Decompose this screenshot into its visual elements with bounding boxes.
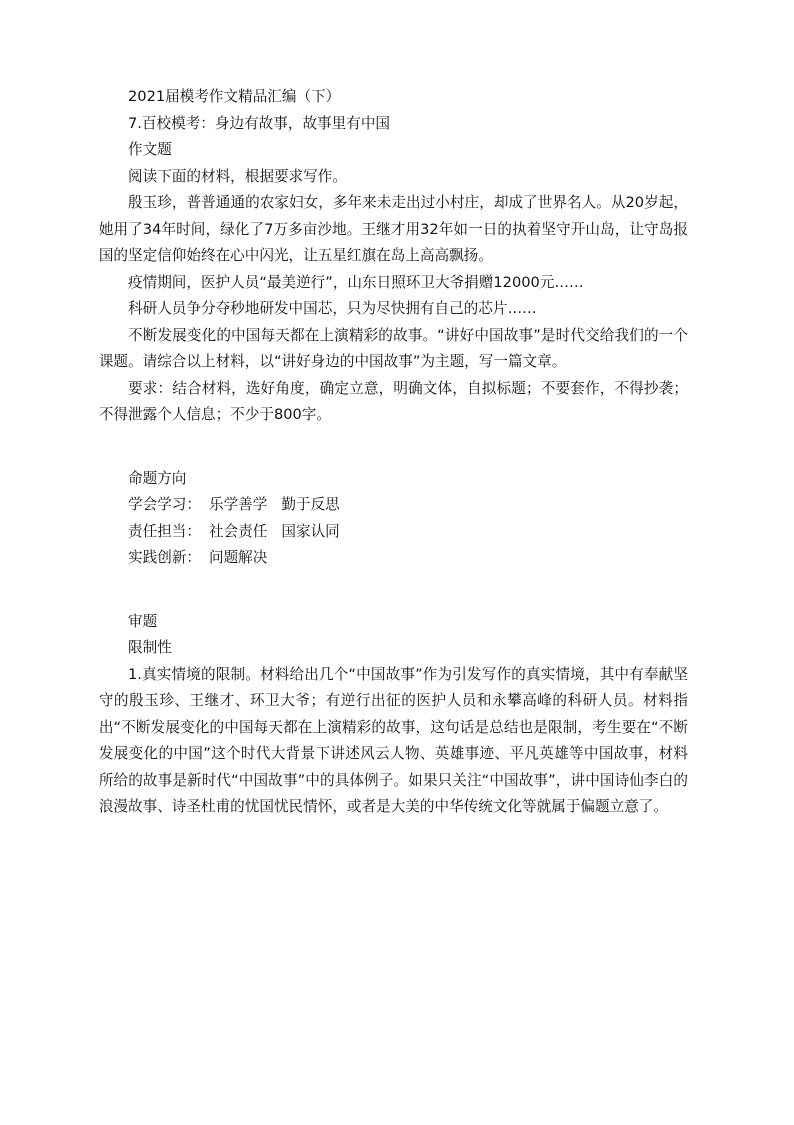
direction-value: 勤于反思 xyxy=(281,496,340,513)
header-title: 2021届模考作文精品汇编（下） xyxy=(128,88,341,105)
direction-row xyxy=(128,545,688,572)
direction-row xyxy=(128,492,688,519)
document-body xyxy=(98,84,688,821)
direction-value: 乐学善学 xyxy=(208,496,268,513)
material-paragraph-1: 殷玉珍，普普通通的农家妇女，多年来未走出过小村庄，却成了世界名人。从20岁起，她用了34年时间，绿化了7万多亩沙地。王继才用32年如一日的执着坚守开山岛，让守岛报国的坚定信仰始终在心中闪光，让五星红旗在岛上高高飘扬。 xyxy=(98,194,688,264)
analysis-paragraph-1: 1.真实情境的限制。材料给出几个“中国故事”作为引发写作的真实情境，其中有奉献坚守的殷玉珍、王继才、环卫大爷；有逆行出征的医护人员和永攀高峰的科研人员。材料指出“不断发展变化的中国每天都在上演精彩的故事，这句话是总结也是限制，考生要在“不断发展变化的中国”这个时代大背景下讲述风云人物、英雄事迹、平凡英雄等中国故事，材料所给的故事是新时代“中国故事”中的具体例子。如果只关注“中国故事”，讲中国诗仙李白的浪漫故事、诗圣杜甫的忧国忧民情怀，或者是大美的中华传统文化等就属于偏题立意了。 xyxy=(98,665,688,815)
instruction-text: 阅读下面的材料，根据要求写作。 xyxy=(128,167,347,185)
direction-heading: 命题方向 xyxy=(128,469,187,487)
material-paragraph-3: 科研人员争分夺秒地研发中国芯，只为尽快拥有自己的芯片…… xyxy=(128,300,537,317)
section-title: 7.百校模考：身边有故事，故事里有中国 xyxy=(128,114,391,132)
restriction-heading: 限制性 xyxy=(128,639,172,656)
direction-value: 社会责任 xyxy=(208,522,268,540)
direction-label: 学会学习： xyxy=(128,496,201,513)
analysis-heading: 审题 xyxy=(128,612,158,630)
direction-label: 实践创新： xyxy=(128,549,201,566)
spacer xyxy=(128,429,688,466)
prompt-heading: 作文题 xyxy=(128,141,172,158)
spacer xyxy=(128,572,688,609)
direction-value: 问题解决 xyxy=(208,549,268,566)
requirements-paragraph: 要求：结合材料，选好角度，确定立意，明确文体，自拟标题；不要套作，不得抄袭；不得泄露个人信息；不少于800字。 xyxy=(98,379,688,423)
material-paragraph-4: 不断发展变化的中国每天都在上演精彩的故事。“讲好中国故事”是时代交给我们的一个课题。请综合以上材料，以“讲好身边的中国故事”为主题，写一篇文章。 xyxy=(98,326,688,370)
material-paragraph-2: 疫情期间，医护人员“最美逆行”，山东日照环卫大爷捐赠12000元…… xyxy=(128,273,584,291)
direction-label: 责任担当： xyxy=(128,522,201,540)
direction-row xyxy=(128,519,688,546)
direction-value: 国家认同 xyxy=(281,522,340,540)
